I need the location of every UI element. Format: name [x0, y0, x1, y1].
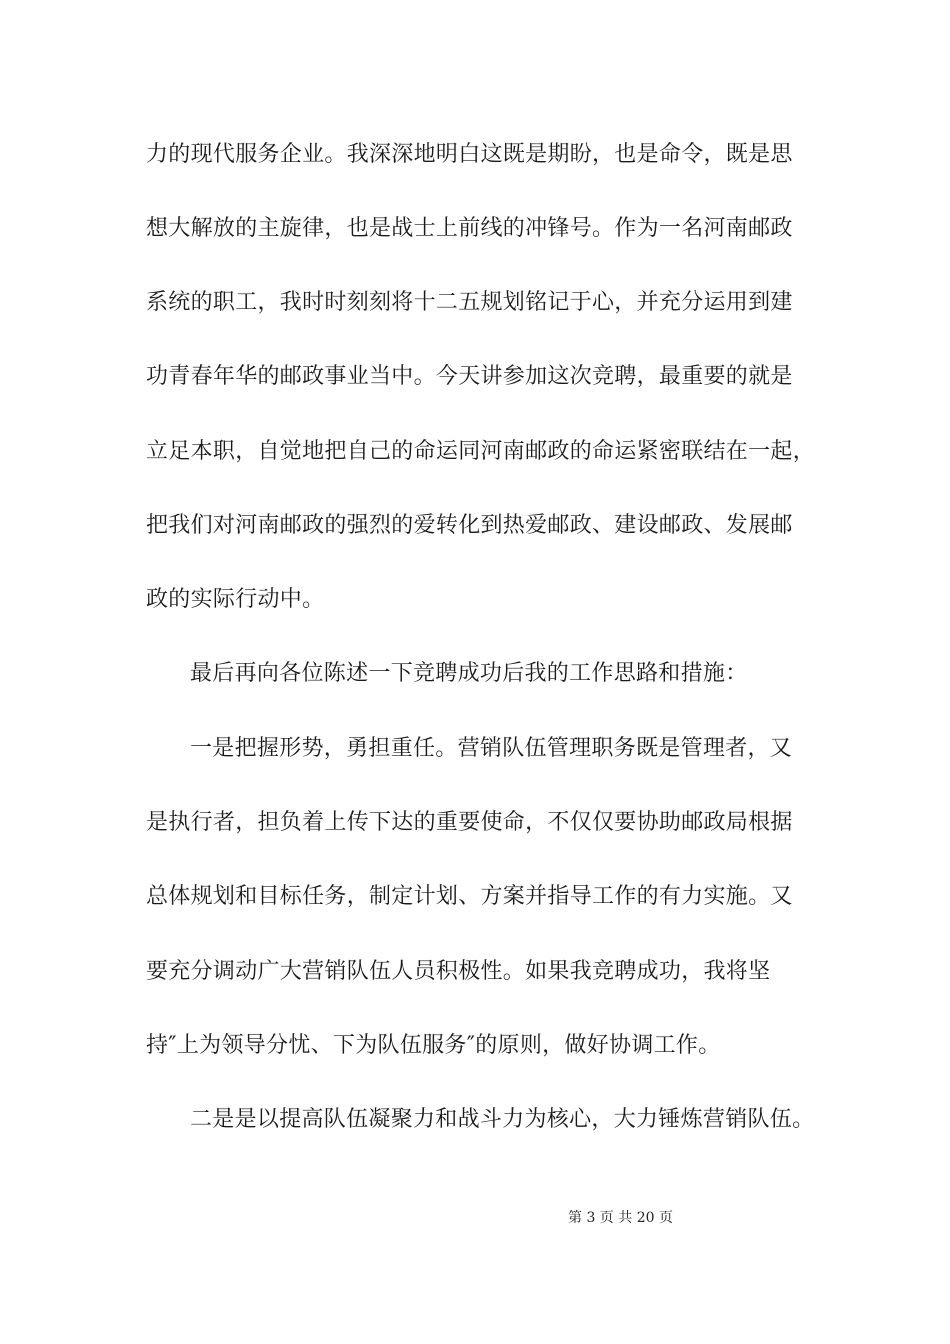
paragraph-line-6: 把我们对河南邮政的强烈的爱转化到热爱邮政、建设邮政、发展邮: [146, 513, 793, 538]
paragraph-line-10: 是执行者，担负着上传下达的重要使命，不仅仅要协助邮政局根据: [146, 810, 793, 835]
paragraph-line-1: 力的现代服务企业。我深深地明白这既是期盼，也是命令，既是思: [146, 142, 793, 167]
paragraph-line-7: 政的实际行动中。: [146, 587, 325, 612]
paragraph-line-9: 一是把握形势，勇担重任。营销队伍管理职务既是管理者，又: [190, 736, 793, 761]
paragraph-line-5: 立足本职，自觉地把自己的命运同河南邮政的命运紧密联结在一起，: [146, 439, 816, 464]
paragraph-line-3: 系统的职工，我时时刻刻将十二五规划铭记于心，并充分运用到建: [146, 290, 793, 315]
paragraph-line-8: 最后再向各位陈述一下竞聘成功后我的工作思路和措施：: [190, 661, 748, 686]
paragraph-line-12: 要充分调动广大营销队伍人员积极性。如果我竞聘成功，我将坚: [146, 959, 771, 984]
paragraph-line-13: 持″上为领导分忧、下为队伍服务″的原则，做好协调工作。: [146, 1033, 721, 1058]
paragraph-line-4: 功青春年华的邮政事业当中。今天讲参加这次竞聘，最重要的就是: [146, 364, 793, 389]
page-number: 第 3 页 共 20 页: [568, 1210, 673, 1226]
paragraph-line-14: 二是是以提高队伍凝聚力和战斗力为核心，大力锤炼营销队伍。: [190, 1107, 815, 1132]
paragraph-line-2: 想大解放的主旋律，也是战士上前线的冲锋号。作为一名河南邮政: [146, 216, 793, 241]
paragraph-line-11: 总体规划和目标任务，制定计划、方案并指导工作的有力实施。又: [146, 884, 793, 909]
